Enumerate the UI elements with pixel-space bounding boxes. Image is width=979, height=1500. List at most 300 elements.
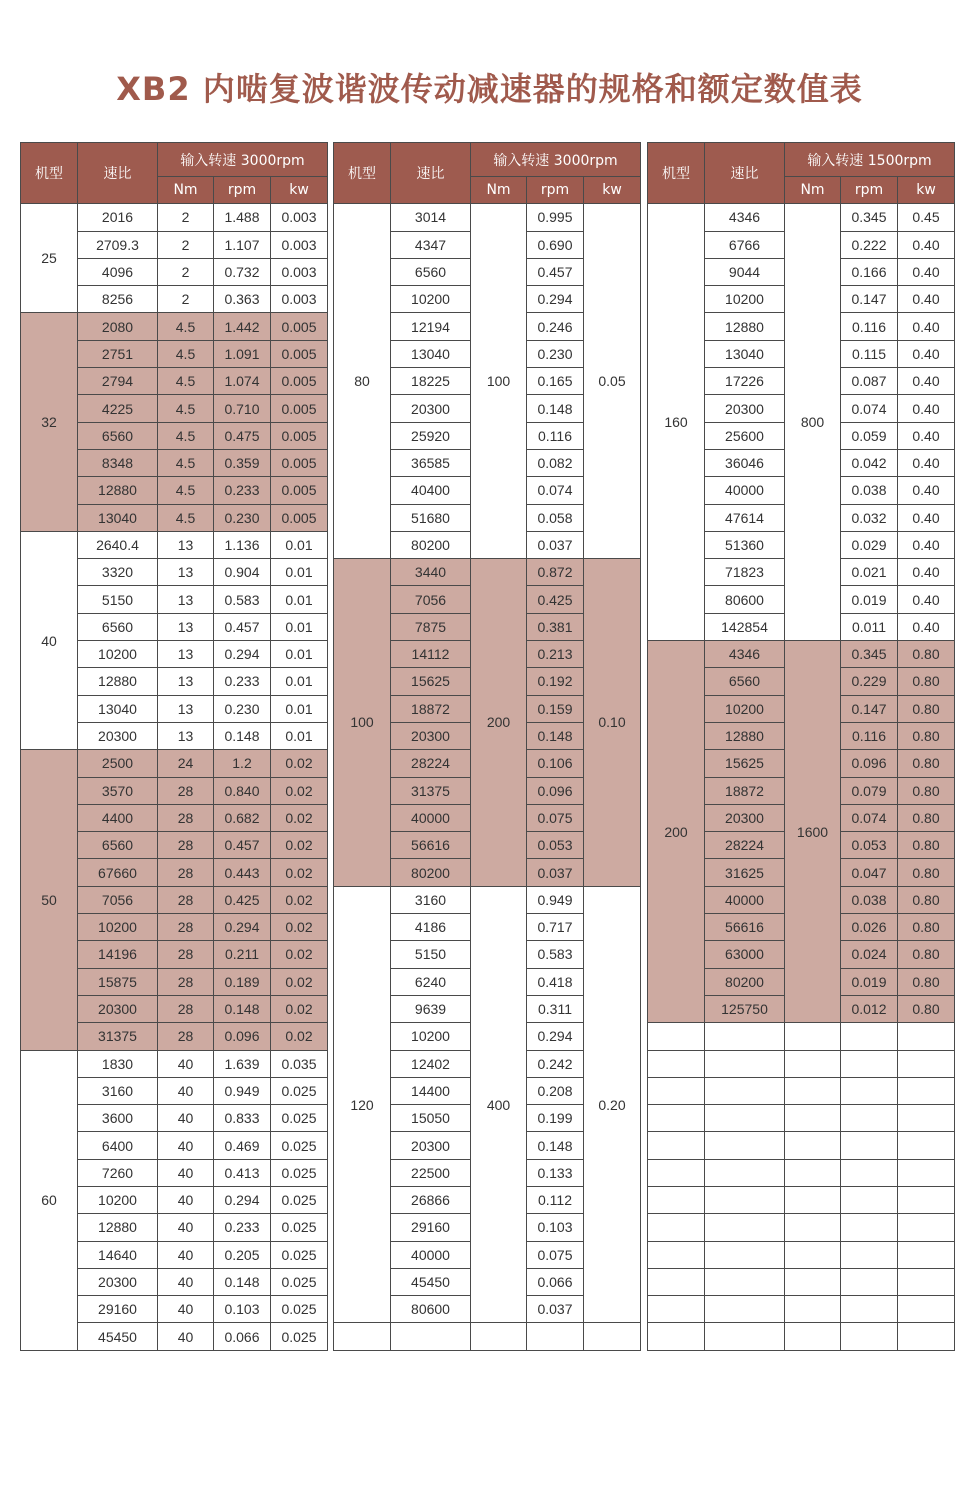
rpm-cell: 0.457 (214, 832, 271, 859)
kw-cell: 0.005 (271, 313, 328, 340)
rpm-cell: 1.488 (214, 204, 271, 231)
rpm-cell: 0.032 (841, 504, 898, 531)
kw-cell: 0.40 (898, 504, 955, 531)
kw-cell: 0.025 (271, 1186, 328, 1213)
rpm-cell: 0.019 (841, 968, 898, 995)
empty-cell (705, 1159, 785, 1186)
kw-cell: 0.005 (271, 422, 328, 449)
kw-cell: 0.003 (271, 286, 328, 313)
kw-cell: 0.40 (898, 422, 955, 449)
ratio-cell: 10200 (705, 695, 785, 722)
ratio-cell: 4225 (78, 395, 158, 422)
rpm-cell: 0.037 (527, 531, 584, 558)
kw-cell: 0.40 (898, 368, 955, 395)
rpm-cell: 0.159 (527, 695, 584, 722)
table-row (648, 204, 955, 231)
kw-cell: 0.01 (271, 586, 328, 613)
kw-cell: 0.005 (271, 449, 328, 476)
rpm-cell: 0.359 (214, 449, 271, 476)
kw-cell: 0.025 (271, 1241, 328, 1268)
rpm-cell: 0.233 (214, 1214, 271, 1241)
empty-cell (898, 1186, 955, 1213)
header-model: 机型 (21, 143, 78, 204)
ratio-cell: 18872 (391, 695, 471, 722)
kw-cell: 0.40 (898, 613, 955, 640)
empty-cell (785, 1050, 841, 1077)
rpm-cell: 0.294 (214, 914, 271, 941)
kw-cell: 0.80 (898, 750, 955, 777)
ratio-cell: 13040 (78, 695, 158, 722)
rpm-cell: 0.345 (841, 641, 898, 668)
empty-cell (705, 1268, 785, 1295)
ratio-cell: 6240 (391, 968, 471, 995)
ratio-cell: 20300 (391, 722, 471, 749)
rpm-cell: 0.038 (841, 477, 898, 504)
rpm-cell: 0.103 (214, 1296, 271, 1323)
kw-cell: 0.025 (271, 1077, 328, 1104)
kw-cell: 0.80 (898, 995, 955, 1022)
rpm-cell: 0.294 (214, 641, 271, 668)
rpm-cell: 0.066 (527, 1268, 584, 1295)
model-cell: 40 (21, 531, 78, 749)
kw-cell: 0.003 (271, 231, 328, 258)
kw-cell: 0.005 (271, 368, 328, 395)
model-cell: 200 (648, 641, 705, 1023)
kw-cell: 0.01 (271, 531, 328, 558)
kw-cell: 0.025 (271, 1323, 328, 1350)
ratio-cell: 80600 (391, 1296, 471, 1323)
spec-table-3000rpm-small (20, 142, 328, 1351)
rpm-cell: 0.457 (214, 613, 271, 640)
empty-cell (898, 1296, 955, 1323)
rpm-cell: 0.192 (527, 668, 584, 695)
rpm-cell: 0.233 (214, 477, 271, 504)
kw-cell: 0.40 (898, 586, 955, 613)
table-row-empty (648, 1077, 955, 1104)
torque-cell: 28 (158, 804, 214, 831)
kw-cell: 0.01 (271, 641, 328, 668)
header-input-speed: 输入转速 3000rpm (158, 143, 328, 177)
ratio-cell: 28224 (391, 750, 471, 777)
ratio-cell: 10200 (78, 914, 158, 941)
ratio-cell: 31375 (78, 1023, 158, 1050)
empty-cell (705, 1077, 785, 1104)
page-title: XB2 内啮复波谐波传动减速器的规格和额定数值表 (116, 70, 863, 108)
rpm-cell: 0.058 (527, 504, 584, 531)
torque-cell: 28 (158, 995, 214, 1022)
torque-cell: 28 (158, 886, 214, 913)
kw-cell: 0.01 (271, 695, 328, 722)
rpm-cell: 0.112 (527, 1186, 584, 1213)
ratio-cell: 26866 (391, 1186, 471, 1213)
rpm-cell: 0.053 (841, 832, 898, 859)
table-row (21, 750, 328, 777)
table-row (21, 1050, 328, 1077)
kw-cell: 0.40 (898, 231, 955, 258)
ratio-cell: 14196 (78, 941, 158, 968)
rpm-cell: 0.019 (841, 586, 898, 613)
ratio-cell: 6560 (391, 258, 471, 285)
table-row (334, 886, 641, 913)
torque-cell: 13 (158, 559, 214, 586)
empty-cell (705, 1323, 785, 1350)
ratio-cell: 3160 (78, 1077, 158, 1104)
table-row-empty (648, 1296, 955, 1323)
ratio-cell: 31625 (705, 859, 785, 886)
ratio-cell: 20300 (78, 722, 158, 749)
ratio-cell: 2709.3 (78, 231, 158, 258)
table-row-empty (334, 1323, 641, 1350)
kw-cell: 0.01 (271, 668, 328, 695)
rpm-cell: 0.116 (841, 722, 898, 749)
torque-cell: 28 (158, 859, 214, 886)
empty-cell (785, 1105, 841, 1132)
header-nm: Nm (471, 177, 527, 204)
rpm-cell: 0.148 (527, 722, 584, 749)
torque-cell: 4.5 (158, 313, 214, 340)
header-ratio: 速比 (78, 143, 158, 204)
rpm-cell: 0.074 (841, 395, 898, 422)
ratio-cell: 28224 (705, 832, 785, 859)
rpm-cell: 0.469 (214, 1132, 271, 1159)
kw-cell: 0.80 (898, 641, 955, 668)
ratio-cell: 12880 (705, 722, 785, 749)
kw-cell: 0.02 (271, 941, 328, 968)
empty-cell (705, 1050, 785, 1077)
ratio-cell: 2500 (78, 750, 158, 777)
kw-cell: 0.02 (271, 832, 328, 859)
kw-cell: 0.40 (898, 559, 955, 586)
ratio-cell: 12880 (78, 668, 158, 695)
ratio-cell: 8348 (78, 449, 158, 476)
kw-cell: 0.40 (898, 340, 955, 367)
ratio-cell: 20300 (391, 395, 471, 422)
ratio-cell: 4186 (391, 914, 471, 941)
table-row-empty (648, 1050, 955, 1077)
ratio-cell: 4400 (78, 804, 158, 831)
table-row-empty (648, 1268, 955, 1295)
empty-cell (648, 1268, 705, 1295)
ratio-cell: 10200 (78, 641, 158, 668)
ratio-cell: 13040 (78, 504, 158, 531)
kw-cell: 0.01 (271, 613, 328, 640)
torque-cell: 13 (158, 722, 214, 749)
ratio-cell: 18225 (391, 368, 471, 395)
kw-cell: 0.02 (271, 914, 328, 941)
rpm-cell: 0.294 (214, 1186, 271, 1213)
rpm-cell: 0.066 (214, 1323, 271, 1350)
ratio-cell: 3570 (78, 777, 158, 804)
kw-cell: 0.40 (898, 449, 955, 476)
rpm-cell: 0.075 (527, 1241, 584, 1268)
kw-cell: 0.025 (271, 1268, 328, 1295)
ratio-cell: 40000 (391, 1241, 471, 1268)
kw-cell: 0.80 (898, 886, 955, 913)
rpm-cell: 0.717 (527, 914, 584, 941)
header-input-speed: 输入转速 1500rpm (785, 143, 955, 177)
torque-cell: 13 (158, 613, 214, 640)
torque-cell: 13 (158, 641, 214, 668)
empty-cell (648, 1159, 705, 1186)
ratio-cell: 29160 (391, 1214, 471, 1241)
rpm-cell: 0.096 (527, 777, 584, 804)
torque-cell: 28 (158, 941, 214, 968)
rpm-cell: 0.116 (527, 422, 584, 449)
ratio-cell: 40400 (391, 477, 471, 504)
ratio-cell: 9044 (705, 258, 785, 285)
torque-cell: 400 (471, 886, 527, 1323)
ratio-cell: 7260 (78, 1159, 158, 1186)
torque-cell: 4.5 (158, 449, 214, 476)
ratio-cell: 15625 (391, 668, 471, 695)
torque-cell: 28 (158, 777, 214, 804)
kw-cell: 0.005 (271, 504, 328, 531)
ratio-cell: 15050 (391, 1105, 471, 1132)
rpm-cell: 0.029 (841, 531, 898, 558)
ratio-cell: 14112 (391, 641, 471, 668)
rpm-cell: 0.995 (527, 204, 584, 231)
kw-cell: 0.80 (898, 804, 955, 831)
ratio-cell: 7056 (78, 886, 158, 913)
ratio-cell: 6560 (705, 668, 785, 695)
header-rpm: rpm (214, 177, 271, 204)
empty-cell (841, 1214, 898, 1241)
table-row (334, 204, 641, 231)
kw-cell: 0.80 (898, 941, 955, 968)
rpm-cell: 0.583 (527, 941, 584, 968)
empty-cell (648, 1077, 705, 1104)
empty-cell (648, 1323, 705, 1350)
kw-cell: 0.02 (271, 1023, 328, 1050)
rpm-cell: 0.106 (527, 750, 584, 777)
rpm-cell: 0.021 (841, 559, 898, 586)
header-input-speed: 输入转速 3000rpm (471, 143, 641, 177)
header-nm: Nm (785, 177, 841, 204)
rpm-cell: 0.208 (527, 1077, 584, 1104)
torque-cell: 28 (158, 968, 214, 995)
empty-cell (898, 1214, 955, 1241)
ratio-cell: 10200 (705, 286, 785, 313)
rpm-cell: 0.294 (527, 286, 584, 313)
kw-cell: 0.02 (271, 777, 328, 804)
kw-cell: 0.003 (271, 204, 328, 231)
empty-cell (584, 1323, 641, 1350)
rpm-cell: 0.047 (841, 859, 898, 886)
kw-cell: 0.02 (271, 886, 328, 913)
ratio-cell: 4346 (705, 204, 785, 231)
rpm-cell: 0.840 (214, 777, 271, 804)
model-cell: 100 (334, 559, 391, 887)
ratio-cell: 13040 (391, 340, 471, 367)
empty-cell (841, 1159, 898, 1186)
ratio-cell: 36046 (705, 449, 785, 476)
ratio-cell: 12194 (391, 313, 471, 340)
ratio-cell: 12880 (78, 1214, 158, 1241)
empty-cell (785, 1241, 841, 1268)
empty-cell (705, 1296, 785, 1323)
torque-cell: 40 (158, 1077, 214, 1104)
model-cell: 50 (21, 750, 78, 1050)
ratio-cell: 20300 (391, 1132, 471, 1159)
empty-cell (785, 1296, 841, 1323)
rpm-cell: 0.230 (214, 504, 271, 531)
empty-cell (705, 1105, 785, 1132)
ratio-cell: 40000 (705, 886, 785, 913)
table-row-empty (648, 1023, 955, 1050)
header-rpm: rpm (841, 177, 898, 204)
empty-cell (841, 1023, 898, 1050)
empty-cell (648, 1023, 705, 1050)
ratio-cell: 14400 (391, 1077, 471, 1104)
empty-cell (841, 1050, 898, 1077)
rpm-cell: 0.103 (527, 1214, 584, 1241)
rpm-cell: 0.133 (527, 1159, 584, 1186)
ratio-cell: 15875 (78, 968, 158, 995)
ratio-cell: 25920 (391, 422, 471, 449)
kw-cell: 0.02 (271, 995, 328, 1022)
ratio-cell: 20300 (705, 395, 785, 422)
header-ratio: 速比 (391, 143, 471, 204)
empty-cell (705, 1186, 785, 1213)
ratio-cell: 18872 (705, 777, 785, 804)
empty-cell (648, 1050, 705, 1077)
empty-cell (841, 1186, 898, 1213)
kw-cell: 0.80 (898, 968, 955, 995)
rpm-cell: 0.096 (841, 750, 898, 777)
ratio-cell: 4346 (705, 641, 785, 668)
ratio-cell: 20300 (705, 804, 785, 831)
empty-cell (391, 1323, 471, 1350)
rpm-cell: 0.116 (841, 313, 898, 340)
ratio-cell: 45450 (391, 1268, 471, 1295)
rpm-cell: 0.205 (214, 1241, 271, 1268)
torque-cell: 2 (158, 231, 214, 258)
ratio-cell: 1830 (78, 1050, 158, 1077)
torque-cell: 24 (158, 750, 214, 777)
ratio-cell: 2751 (78, 340, 158, 367)
table-row-empty (648, 1214, 955, 1241)
torque-cell: 1600 (785, 641, 841, 1023)
ratio-cell: 5150 (78, 586, 158, 613)
kw-cell: 0.05 (584, 204, 641, 559)
ratio-cell: 2640.4 (78, 531, 158, 558)
model-cell: 160 (648, 204, 705, 641)
kw-cell: 0.035 (271, 1050, 328, 1077)
kw-cell: 0.20 (584, 886, 641, 1323)
rpm-cell: 0.211 (214, 941, 271, 968)
empty-cell (471, 1323, 527, 1350)
ratio-cell: 6400 (78, 1132, 158, 1159)
ratio-cell: 3320 (78, 559, 158, 586)
kw-cell: 0.02 (271, 968, 328, 995)
ratio-cell: 25600 (705, 422, 785, 449)
rpm-cell: 0.213 (527, 641, 584, 668)
rpm-cell: 0.682 (214, 804, 271, 831)
ratio-cell: 2794 (78, 368, 158, 395)
rpm-cell: 0.075 (527, 804, 584, 831)
ratio-cell: 80200 (391, 531, 471, 558)
rpm-cell: 0.311 (527, 995, 584, 1022)
model-cell: 25 (21, 204, 78, 313)
torque-cell: 800 (785, 204, 841, 641)
rpm-cell: 0.363 (214, 286, 271, 313)
rpm-cell: 0.230 (527, 340, 584, 367)
ratio-cell: 12880 (705, 313, 785, 340)
empty-cell (841, 1132, 898, 1159)
ratio-cell: 12880 (78, 477, 158, 504)
rpm-cell: 0.115 (841, 340, 898, 367)
rpm-cell: 0.148 (527, 395, 584, 422)
ratio-cell: 80200 (705, 968, 785, 995)
ratio-cell: 3160 (391, 886, 471, 913)
torque-cell: 40 (158, 1186, 214, 1213)
ratio-cell: 3600 (78, 1105, 158, 1132)
ratio-cell: 10200 (391, 286, 471, 313)
rpm-cell: 0.012 (841, 995, 898, 1022)
ratio-cell: 125750 (705, 995, 785, 1022)
ratio-cell: 40000 (705, 477, 785, 504)
ratio-cell: 4096 (78, 258, 158, 285)
kw-cell: 0.02 (271, 804, 328, 831)
ratio-cell: 20300 (78, 995, 158, 1022)
spec-table-3000rpm-medium (333, 142, 641, 1351)
model-cell: 120 (334, 886, 391, 1323)
rpm-cell: 0.583 (214, 586, 271, 613)
rpm-cell: 0.037 (527, 859, 584, 886)
kw-cell: 0.40 (898, 258, 955, 285)
empty-cell (334, 1323, 391, 1350)
ratio-cell: 5150 (391, 941, 471, 968)
kw-cell: 0.80 (898, 859, 955, 886)
kw-cell: 0.025 (271, 1159, 328, 1186)
rpm-cell: 1.442 (214, 313, 271, 340)
torque-cell: 40 (158, 1296, 214, 1323)
torque-cell: 28 (158, 914, 214, 941)
kw-cell: 0.025 (271, 1105, 328, 1132)
torque-cell: 13 (158, 586, 214, 613)
kw-cell: 0.025 (271, 1214, 328, 1241)
torque-cell: 40 (158, 1241, 214, 1268)
kw-cell: 0.80 (898, 722, 955, 749)
ratio-cell: 51680 (391, 504, 471, 531)
empty-cell (841, 1296, 898, 1323)
torque-cell: 40 (158, 1323, 214, 1350)
rpm-cell: 1.639 (214, 1050, 271, 1077)
ratio-cell: 29160 (78, 1296, 158, 1323)
torque-cell: 4.5 (158, 504, 214, 531)
rpm-cell: 0.230 (214, 695, 271, 722)
rpm-cell: 0.148 (527, 1132, 584, 1159)
kw-cell: 0.80 (898, 914, 955, 941)
rpm-cell: 0.166 (841, 258, 898, 285)
header-kw: kw (584, 177, 641, 204)
rpm-cell: 0.710 (214, 395, 271, 422)
ratio-cell: 10200 (78, 1186, 158, 1213)
empty-cell (648, 1132, 705, 1159)
rpm-cell: 0.425 (527, 586, 584, 613)
table-row-empty (648, 1323, 955, 1350)
rpm-cell: 0.074 (527, 477, 584, 504)
ratio-cell: 4347 (391, 231, 471, 258)
kw-cell: 0.40 (898, 477, 955, 504)
ratio-cell: 20300 (78, 1268, 158, 1295)
rpm-cell: 0.199 (527, 1105, 584, 1132)
torque-cell: 4.5 (158, 340, 214, 367)
header-model: 机型 (334, 143, 391, 204)
kw-cell: 0.01 (271, 559, 328, 586)
rpm-cell: 0.833 (214, 1105, 271, 1132)
empty-cell (705, 1214, 785, 1241)
